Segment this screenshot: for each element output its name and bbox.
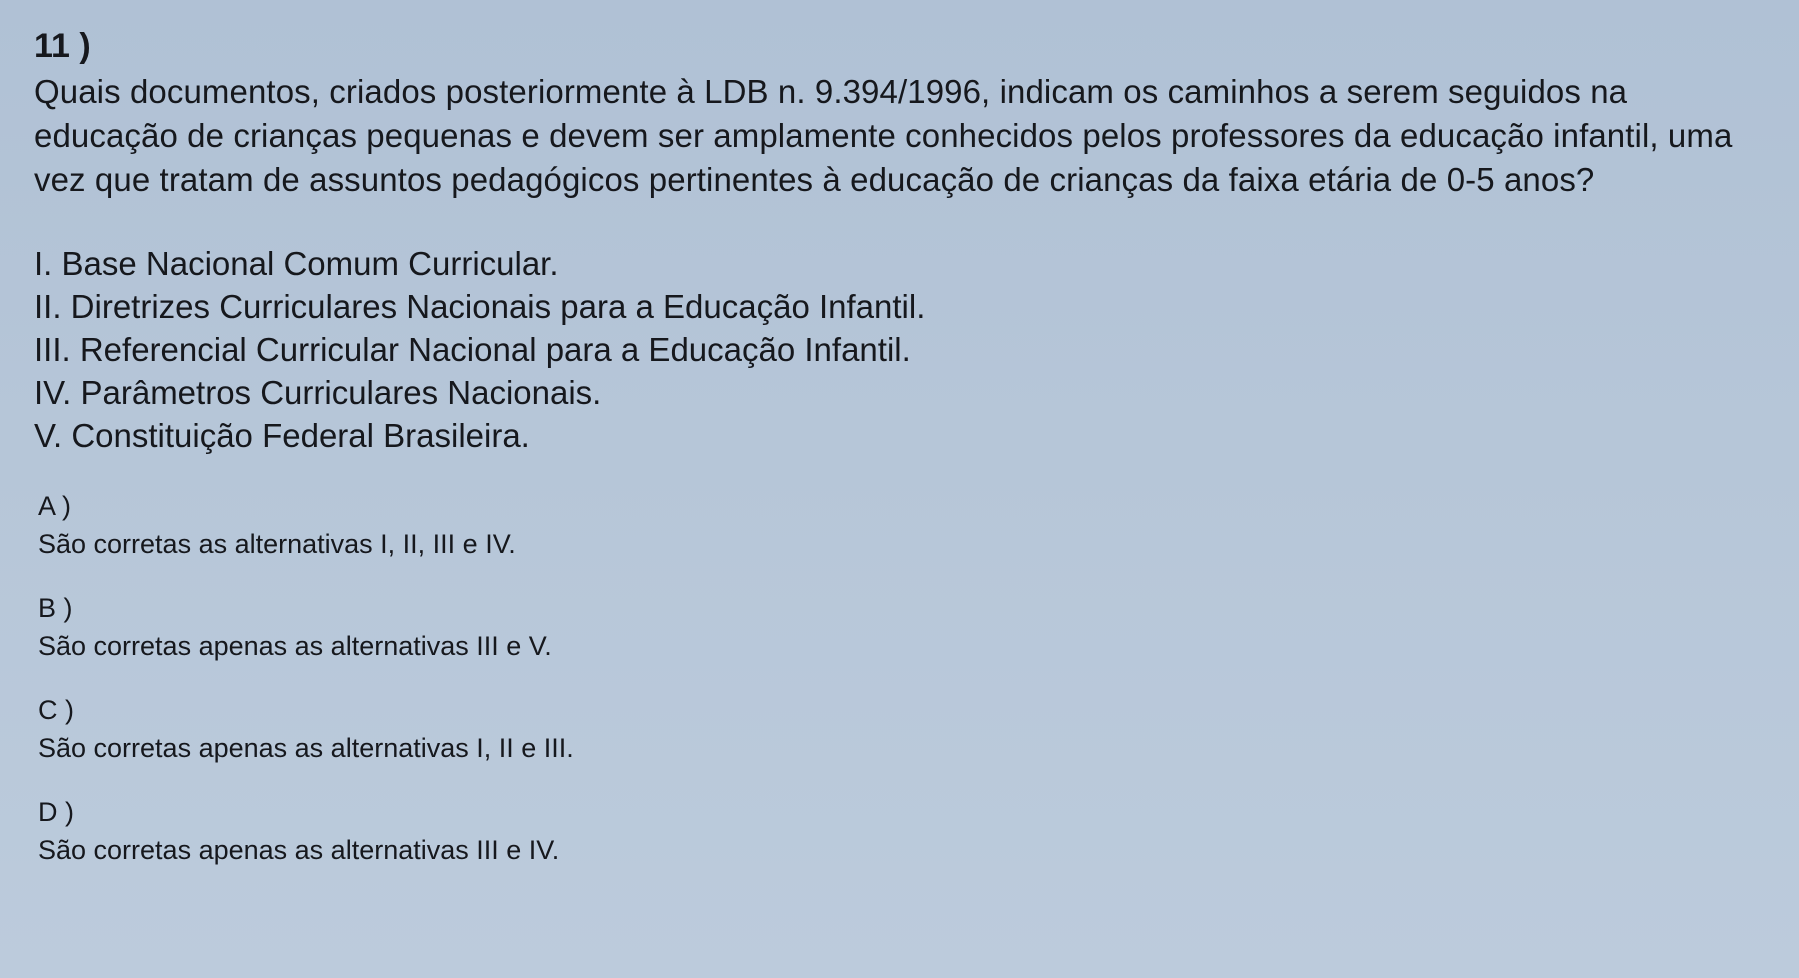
option-letter: B ) [38, 593, 73, 623]
option-c[interactable] [34, 691, 794, 767]
question-text: Quais documentos, criados posteriormente à LDB n. 9.394/1996, indicam os caminhos a serem seguidos na educação de crianças pequenas e devem ser amplamente conhecidos pelos professores da educação infantil, uma vez que tratam de assuntos pedagógicos pertinentes à educação de crianças da faixa etária de 0-5 anos? [34, 73, 1733, 198]
statement-item: II. Diretrizes Curriculares Nacionais para a Educação Infantil. [34, 288, 926, 325]
option-b[interactable] [34, 589, 794, 665]
statement-item: III. Referencial Curricular Nacional para a Educação Infantil. [34, 331, 911, 368]
option-letter: A ) [38, 491, 72, 521]
question-number: 11 ) [34, 27, 91, 65]
statement-item: I. Base Nacional Comum Curricular. [34, 245, 559, 282]
option-letter: D ) [38, 797, 74, 827]
statement-list [34, 242, 1774, 457]
option-text: São corretas apenas as alternativas I, II e III. [38, 733, 574, 763]
statement-item: IV. Parâmetros Curriculares Nacionais. [34, 374, 602, 411]
answer-options [34, 487, 1774, 869]
option-text: São corretas apenas as alternativas III e V. [38, 631, 552, 661]
option-text: São corretas as alternativas I, II, III e IV. [38, 529, 516, 559]
question-card [34, 26, 1774, 895]
option-a[interactable] [34, 487, 794, 563]
option-letter: C ) [38, 695, 74, 725]
option-text: São corretas apenas as alternativas III e IV. [38, 835, 560, 865]
option-d[interactable] [34, 793, 794, 869]
statement-item: V. Constituição Federal Brasileira. [34, 417, 530, 454]
